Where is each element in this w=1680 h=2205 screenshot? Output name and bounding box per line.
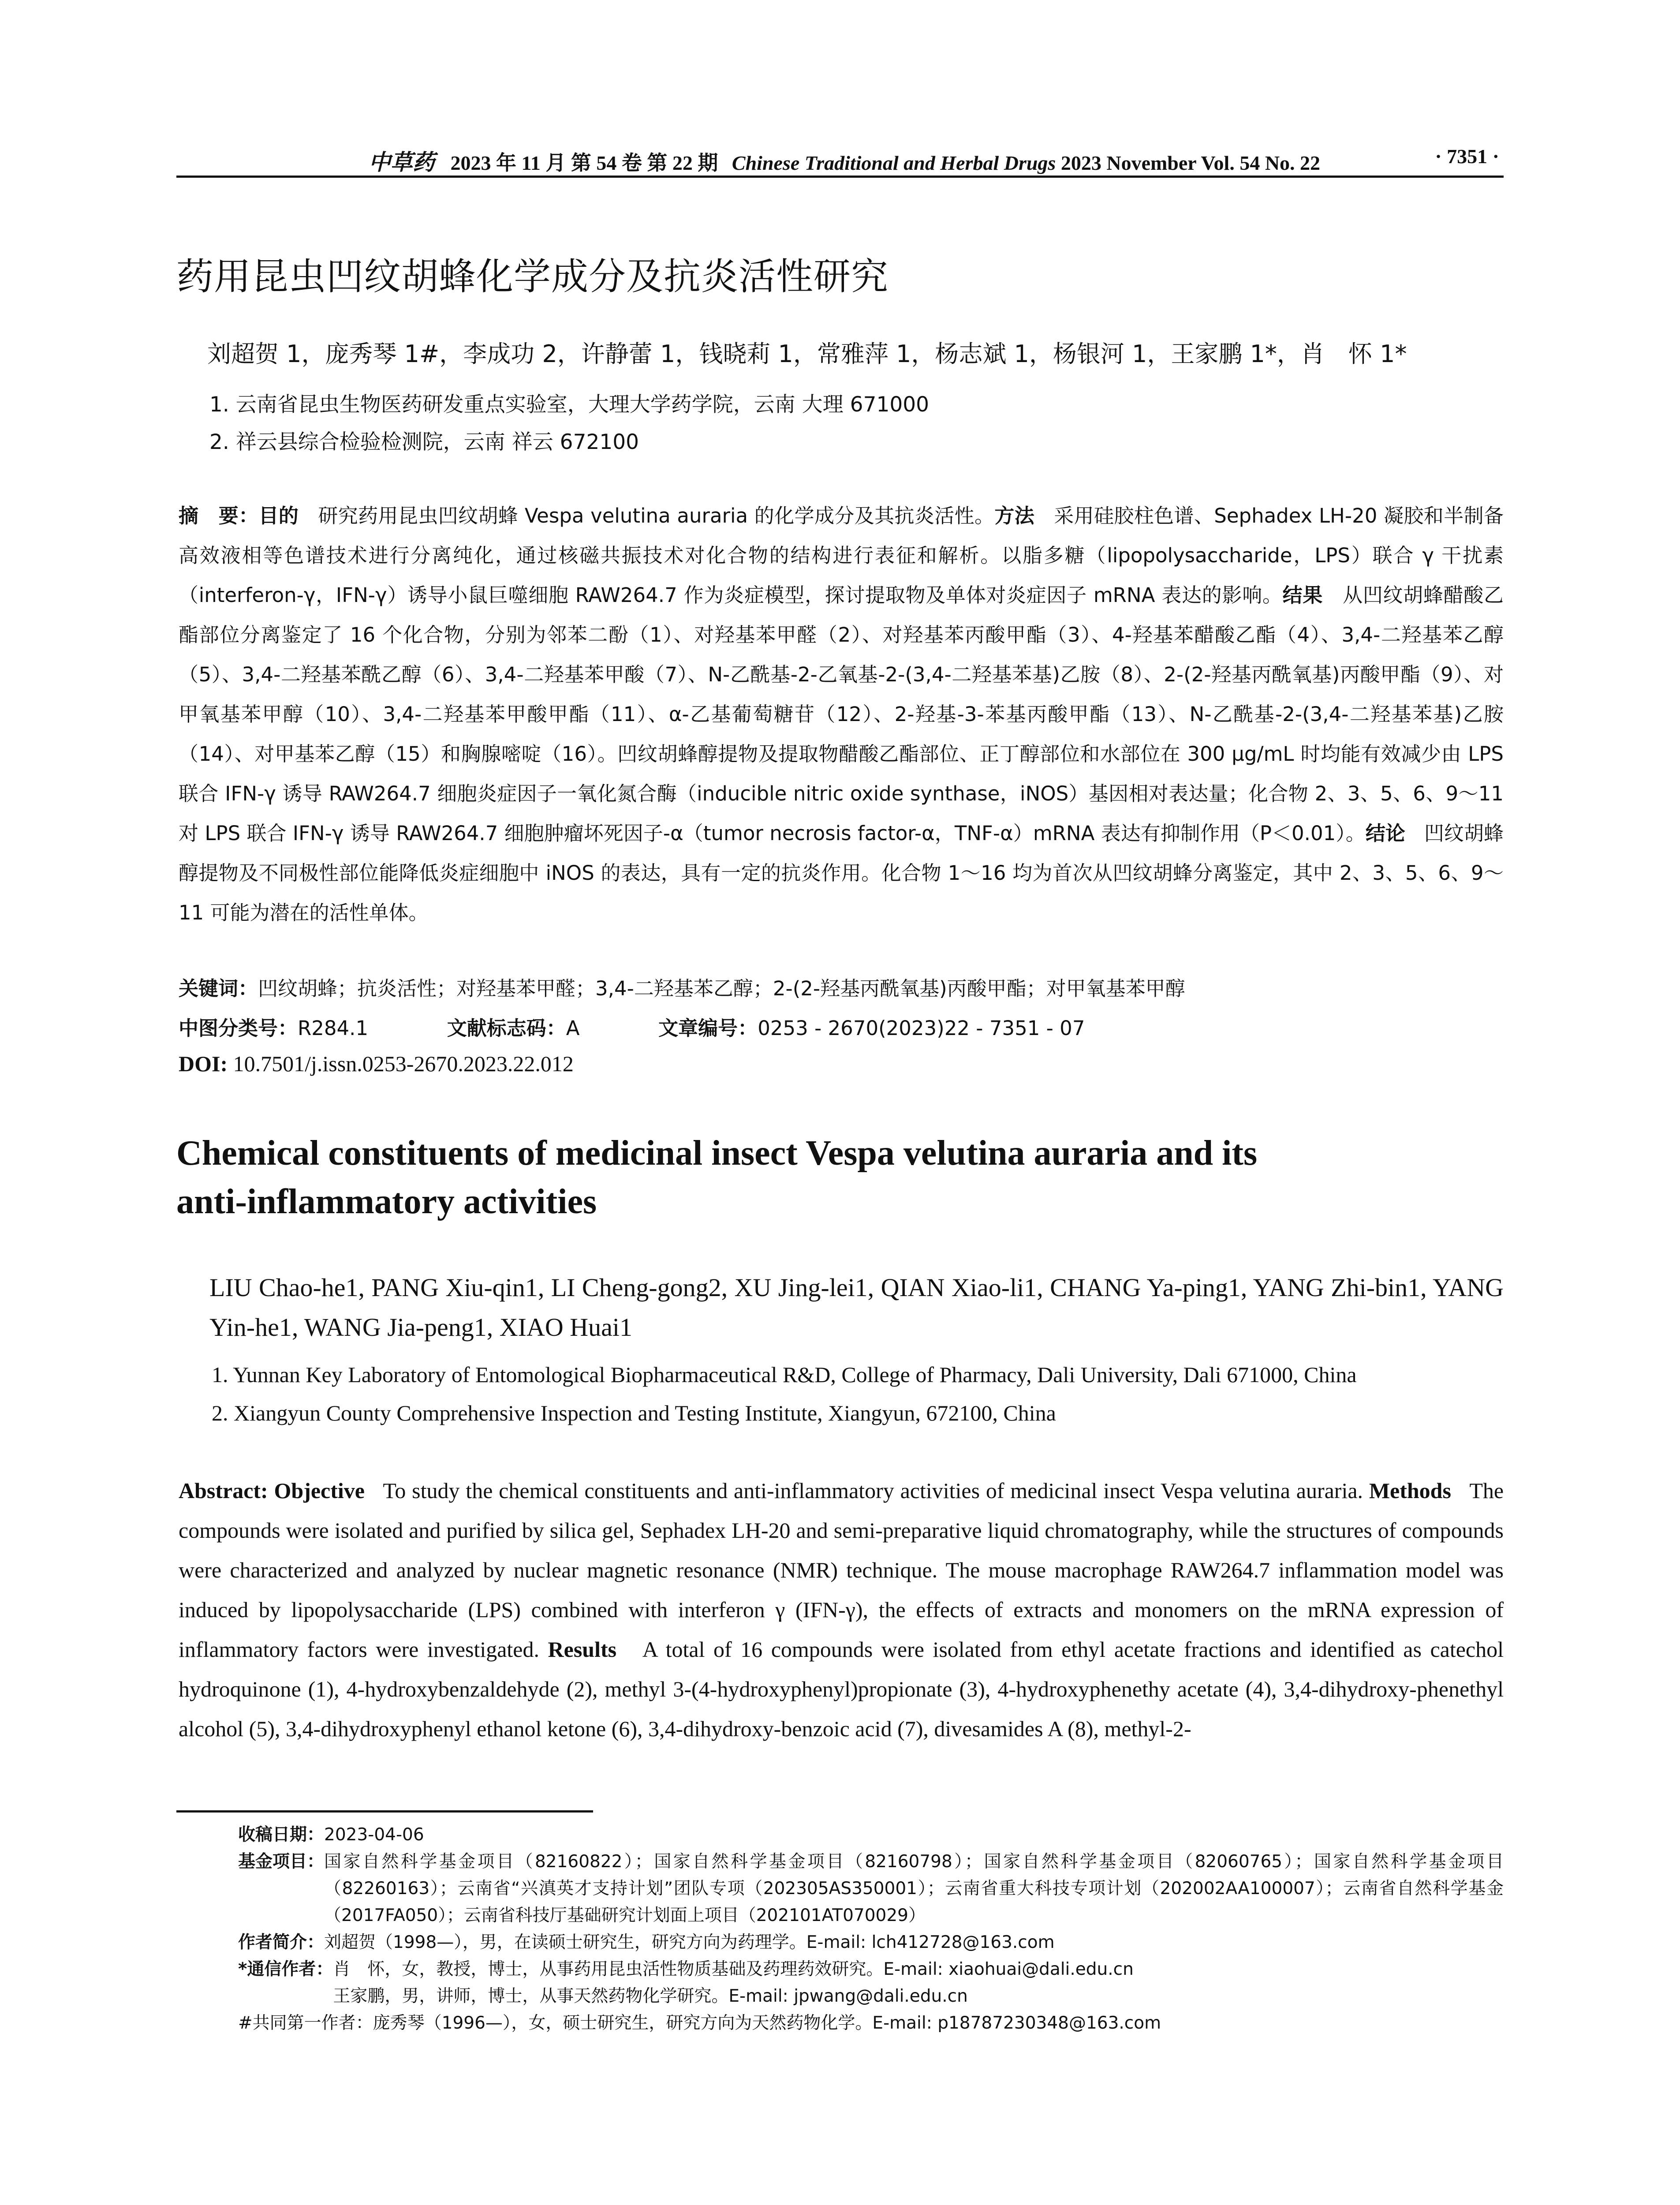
keywords-cn <box>179 972 1185 1001</box>
article-title-en <box>176 1129 1499 1226</box>
affiliation-en-2: 2. Xiangyun County Comprehensive Inspection and Testing Institute, Xiangyun, 672100, China <box>212 1401 1056 1425</box>
page-number: · 7351 · <box>1435 145 1499 168</box>
objective-cn: 研究药用昆虫凹纹胡蜂 Vespa velutina auraria 的化学成分及其抗炎活性。 <box>318 504 995 527</box>
article-no-value: 0253 - 2670(2023)22 - 7351 - 07 <box>758 1017 1085 1040</box>
methods-en: The compounds were isolated and purified by silica gel, Sephadex LH-20 and semi-preparative liquid chromatography, while the structures of compounds were characterized and analyzed by nuclear magnetic resonance (NMR) technique. The mouse macrophage RAW264.7 inflammation model was induced by lipopolysaccharide (LPS) combined with interferon γ (IFN-γ), the effects of extracts and monomers on the mRNA expression of inflammatory factors were investigated. <box>179 1478 1504 1662</box>
footnote-received <box>238 1821 1504 1848</box>
classification-line <box>179 1012 1085 1041</box>
methods-label-en: Methods <box>1369 1478 1451 1503</box>
abstract-label-cn: 摘 要： <box>179 504 259 527</box>
abstract-label-en: Abstract: <box>179 1478 268 1503</box>
funding-label: 基金项目： <box>238 1852 325 1872</box>
doi-line <box>179 1051 574 1076</box>
header-rule <box>176 176 1504 178</box>
journal-name-en: Chinese Traditional and Herbal Drugs <box>732 152 1056 174</box>
journal-name-cn: 中草药 <box>368 149 435 175</box>
conclusion-cn: 凹纹胡蜂醇提物及不同极性部位能降低炎症细胞中 iNOS 的表达，具有一定的抗炎作用。化合物 1～16 均为首次从凹纹胡蜂分离鉴定，其中 2、3、5、6、9～11 可能为潜在的活性单体。 <box>179 822 1504 924</box>
objective-label-cn: 目的 <box>258 504 299 527</box>
results-cn: 从凹纹胡蜂醋酸乙酯部位分离鉴定了 16 个化合物，分别为邻苯二酚（1）、对羟基苯甲醛（2）、对羟基苯丙酸甲酯（3）、4-羟基苯醋酸乙酯（4）、3,4-二羟基苯乙醇（5）、3,4-二羟基苯酰乙醇（6）、3,4-二羟基苯甲酸（7）、N-乙酰基-2-乙氧基-2-(3,4-二羟基苯基)乙胺（8）、2-(2-羟基丙酰氧基)丙酸甲酯（9）、对甲氧基苯甲醇（10）、3,4-二羟基苯甲酸甲酯（11）、α-乙基葡萄糖苷（12）、2-羟基-3-苯基丙酸甲酯（13）、N-乙酰基-2-(3,4-二羟基苯基)乙胺（14）、对甲基苯乙醇（15）和胸腺嘧啶（16）。凹纹胡蜂醇提物及提取物醋酸乙酯部位、正丁醇部位和水部位在 300 μg/mL 时均能有效减少由 LPS 联合 IFN-γ 诱导 RAW264.7 细胞炎症因子一氧化氮合酶（inducible nitric oxide synthase，iNOS）基因相对表达量；化合物 2、3、5、6、9～11 对 LPS 联合 IFN-γ 诱导 RAW264.7 细胞肿瘤坏死因子-α（tumor necrosis factor-α，TNF-α）mRNA 表达有抑制作用（P＜0.01）。 <box>179 583 1504 845</box>
corresponding-author-2: 王家鹏，男，讲师，博士，从事天然药物化学研究。E-mail: jpwang@dali.edu.cn <box>333 1986 968 2006</box>
bio-text: 刘超贺（1998—），男，在读硕士研究生，研究方向为药理学。E-mail: lch412728@163.com <box>324 1932 1055 1952</box>
cofirst-text: #共同第一作者：庞秀琴（1996—），女，硕士研究生，研究方向为天然药物化学。E-mail: p18787230348@163.com <box>238 2013 1161 2033</box>
objective-en: To study the chemical constituents and anti-inflammatory activities of medicinal insect Vespa velutina auraria. <box>383 1478 1363 1503</box>
affiliation-cn-2: 2. 祥云县综合检验检测院，云南 祥云 672100 <box>209 430 639 454</box>
authors-en: LIU Chao-he1, PANG Xiu-qin1, LI Cheng-gong2, XU Jing-lei1, QIAN Xiao-li1, CHANG Ya-ping1, YANG Zhi-bin1, YANG Yin-he1, WANG Jia-peng1, XIAO Huai1 <box>209 1273 1504 1342</box>
footnotes <box>238 1821 1504 2037</box>
footnote-cofirst <box>238 2010 1504 2037</box>
corresponding-block <box>333 1956 1133 2010</box>
affiliation-cn-1: 1. 云南省昆虫生物医药研发重点实验室，大理大学药学院，云南 大理 671000 <box>209 392 930 417</box>
footnote-bio <box>238 1929 1504 1956</box>
received-date: 2023-04-06 <box>324 1825 424 1845</box>
doc-code-value: A <box>566 1017 580 1040</box>
running-header <box>176 140 1504 176</box>
footnote-funding <box>238 1848 1504 1929</box>
abstract-cn <box>179 496 1504 933</box>
doi-link[interactable]: 10.7501/j.issn.0253-2670.2023.22.012 <box>233 1051 574 1076</box>
header-citation <box>344 145 1345 176</box>
bio-label: 作者简介： <box>238 1932 325 1952</box>
footnote-rule <box>176 1810 593 1813</box>
authors-cn: 刘超贺 1，庞秀琴 1#，李成功 2，许静蕾 1，钱晓莉 1，常雅萍 1，杨志斌 1，杨银河 1，王家鹏 1*，肖 怀 1* <box>207 340 1407 368</box>
issue-cn: 2023 年 11 月 第 54 卷 第 22 期 <box>450 152 718 174</box>
footnote-corresponding <box>238 1956 1504 2010</box>
issue-en: 2023 November Vol. 54 No. 22 <box>1060 152 1321 174</box>
keywords-text-cn: 凹纹胡蜂；抗炎活性；对羟基苯甲醛；3,4-二羟基苯乙醇；2-(2-羟基丙酰氧基)丙酸甲酯；对甲氧基苯甲醇 <box>258 977 1185 1000</box>
article-title-cn: 药用昆虫凹纹胡蜂化学成分及抗炎活性研究 <box>176 255 889 298</box>
article-no-label: 文章编号： <box>658 1017 758 1040</box>
article-title-en-line1: Chemical constituents of medicinal insect Vespa velutina auraria and its <box>176 1134 1258 1173</box>
corresponding-author-1: 肖 怀，女，教授，博士，从事药用昆虫活性物质基础及药理药效研究。E-mail: xiaohuai@dali.edu.cn <box>333 1959 1134 1979</box>
results-label-en: Results <box>548 1637 617 1662</box>
doi-label: DOI: <box>179 1051 228 1076</box>
funding-text: 国家自然科学基金项目（82160822）；国家自然科学基金项目（82160798）；国家自然科学基金项目（82060765）；国家自然科学基金项目（82260163）；云南省“兴滇英才支持计划”团队专项（202305AS350001）；云南省重大科技专项计划（202002AA100007）；云南省自然科学基金（2017FA050）；云南省科技厅基础研究计划面上项目（202101AT070029） <box>324 1852 1504 1925</box>
keywords-label-cn: 关键词： <box>179 977 258 1000</box>
affiliation-en-1: 1. Yunnan Key Laboratory of Entomological Biopharmaceutical R&D, College of Pharmacy, Dali University, Dali 671000, China <box>212 1362 1357 1387</box>
article-title-en-line2: anti-inflammatory activities <box>176 1182 597 1221</box>
clc-label: 中图分类号： <box>179 1017 298 1040</box>
corresponding-label: *通信作者： <box>238 1959 333 1979</box>
methods-cn: 采用硅胶柱色谱、Sephadex LH-20 凝胶和半制备高效液相等色谱技术进行分离纯化，通过核磁共振技术对化合物的结构进行表征和解析。以脂多糖（lipopolysaccharide，LPS）联合 γ 干扰素（interferon-γ，IFN-γ）诱导小鼠巨噬细胞 RAW264.7 作为炎症模型，探讨提取物及单体对炎症因子 mRNA 表达的影响。 <box>179 504 1504 607</box>
results-en: A total of 16 compounds were isolated from ethyl acetate fractions and identified as catechol hydroquinone (1), 4-hydroxybenzaldehyde (2), methyl 3-(4-hydroxyphenyl)propionate (3), 4-hydroxyphenethy acetate (4), 3,4-dihydroxy-phenethyl alcohol (5), 3,4-dihydroxyphenyl ethanol ketone (6), 3,4-dihydroxy-benzoic acid (7), divesamides A (8), methyl-2- <box>179 1637 1504 1741</box>
abstract-en <box>179 1471 1504 1749</box>
received-label: 收稿日期： <box>238 1825 325 1845</box>
results-label-cn: 结果 <box>1282 583 1323 607</box>
methods-label-cn: 方法 <box>994 504 1035 527</box>
objective-label-en: Objective <box>274 1478 365 1503</box>
doc-code-label: 文献标志码： <box>447 1017 566 1040</box>
clc-value: R284.1 <box>298 1017 369 1040</box>
conclusion-label-cn: 结论 <box>1365 822 1405 845</box>
